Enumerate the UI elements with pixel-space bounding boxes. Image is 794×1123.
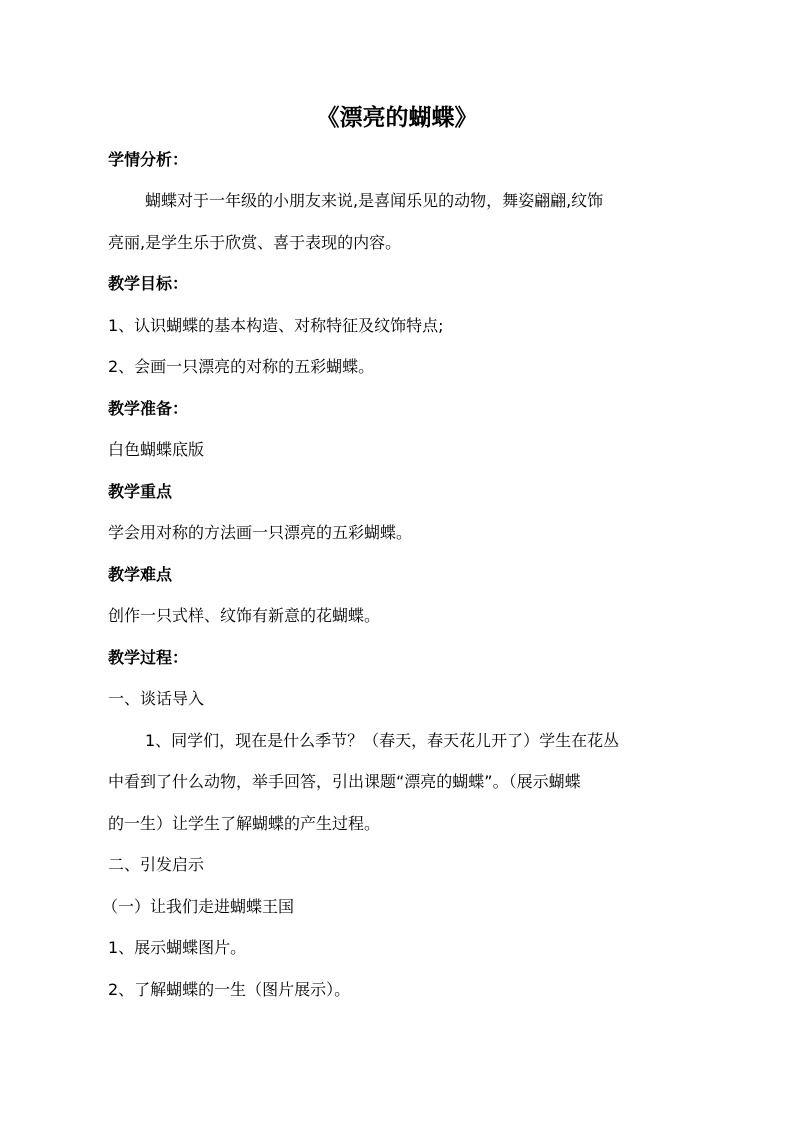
section-heading: 一、谈话导入 [108,689,205,708]
heading-teaching-process: 教学过程： [108,648,189,667]
list-item: 2、会画一只漂亮的对称的五彩蝴蝶。 [108,357,375,376]
list-item: 2、了解蝴蝶的一生（图片展示）。 [108,980,351,999]
heading-teaching-goals: 教学目标： [108,274,189,293]
section-heading: 二、引发启示 [108,855,205,874]
document-title: 《漂亮的蝴蝶》 [316,104,478,131]
list-item: 1、展示蝴蝶图片。 [108,938,247,957]
paragraph-line: 1、同学们，现在是什么季节？（春天，春天花儿开了）学生在花丛 [145,731,620,750]
subsection-heading: （一）让我们走进蝴蝶王国 [102,897,295,916]
heading-learning-analysis: 学情分析： [108,150,189,169]
paragraph-line: 学会用对称的方法画一只漂亮的五彩蝴蝶。 [108,523,413,542]
paragraph-line: 中看到了什么动物，举手回答，引出课题“漂亮的蝴蝶”。（展示蝴蝶 [108,772,581,791]
heading-teaching-preparation: 教学准备： [108,399,189,418]
paragraph-line: 的一生）让学生了解蝴蝶的产生过程。 [108,814,381,833]
paragraph-line: 白色蝴蝶底版 [108,440,205,459]
heading-teaching-focus: 教学重点 [108,482,173,501]
heading-teaching-difficulty: 教学难点 [108,565,173,584]
paragraph-line: 创作一只式样、纹饰有新意的花蝴蝶。 [108,606,381,625]
list-item: 1、认识蝴蝶的基本构造、对称特征及纹饰特点; [108,316,444,335]
paragraph-line: 蝴蝶对于一年级的小朋友来说,是喜闻乐见的动物，舞姿翩翩,纹饰 [145,191,604,210]
paragraph-line: 亮丽,是学生乐于欣赏、喜于表现的内容。 [108,233,402,252]
